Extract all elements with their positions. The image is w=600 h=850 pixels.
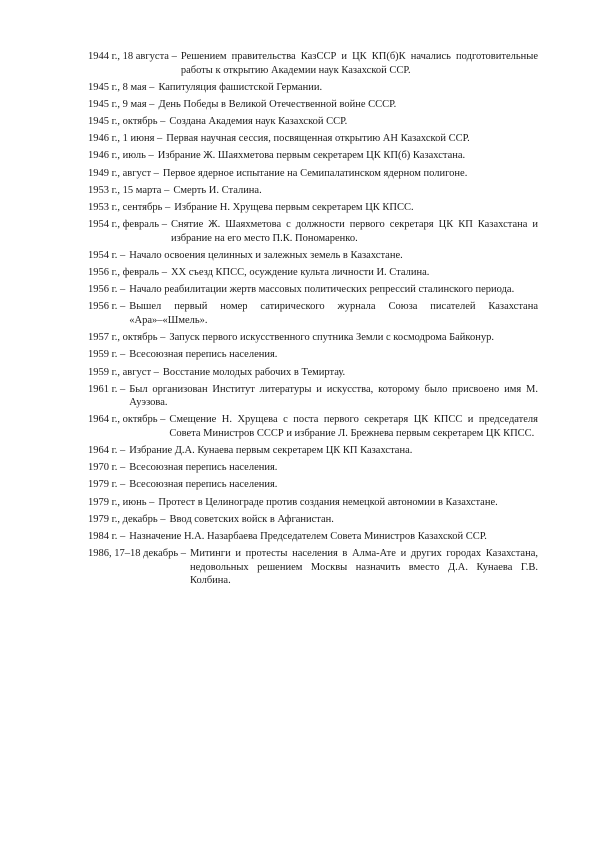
chronology-entry [88, 184, 538, 198]
entry-text: XX съезд КПСС, осуждение культа личности И. Сталина. [170, 267, 430, 279]
entry-text: Начало реабилитации жертв массовых политических репрессий сталинского периода. [129, 284, 515, 296]
chronology-entry [88, 201, 538, 215]
chronology-page [88, 50, 538, 591]
chronology-entry [88, 530, 538, 544]
entry-date: 1946 г., июль – [88, 150, 154, 162]
entry-text: Всесоюзная перепись населения. [129, 479, 278, 491]
entry-date: 1945 г., 9 мая – [88, 98, 155, 110]
chronology-entry [88, 461, 538, 475]
entry-date: 1970 г. – [88, 462, 126, 474]
entry-date: 1946 г., 1 июня – [88, 133, 163, 145]
entry-text: Всесоюзная перепись населения. [129, 462, 278, 474]
entry-date: 1953 г., сентябрь – [88, 202, 171, 213]
entry-date: 1954 г. – [88, 249, 126, 261]
chronology-entry [88, 167, 538, 181]
chronology-entry [88, 115, 538, 129]
chronology-entry [88, 366, 538, 380]
entry-text: Избрание Ж. Шаяхметова первым секретарем ЦК КП(б) Казахстана. [157, 150, 466, 162]
chronology-entry [88, 300, 538, 327]
chronology-entry [88, 348, 538, 362]
entry-text: Создана Академия наук Казахской ССР. [169, 116, 348, 128]
entry-date: 1956 г. – [88, 284, 126, 296]
entry-text: Начало освоения целинных и залежных земель в Казахстане. [129, 249, 403, 261]
entry-date: 1964 г. – [88, 445, 126, 457]
entry-date: 1961 г. – [88, 383, 126, 395]
entry-text: Назначение Н.А. Назарбаева Председателем Совета Министров Казахской ССР. [129, 531, 487, 542]
entry-text: Решением правительства КазССР и ЦК КП(б)К начались подготовительные работы к открытию Академии наук Казахской ССР. [180, 51, 538, 76]
entry-text: Капитуляция фашистской Германии. [158, 81, 323, 93]
entry-date: 1979 г., июнь – [88, 496, 155, 508]
chronology-entry [88, 331, 538, 345]
chronology-entry [88, 149, 538, 163]
entry-text: Запуск первого искусственного спутника Земли с космодрома Байконур. [169, 332, 494, 344]
entry-date: 1979 г., декабрь – [88, 513, 166, 525]
entry-date: 1949 г., август – [88, 167, 159, 179]
chronology-entry [88, 218, 538, 245]
entry-text: Снятие Ж. Шаяхметова с должности первого секретаря ЦК КП Казахстана и избрание на его место П.К. Пономаренко. [170, 219, 538, 244]
entry-date: 1954 г., февраль – [88, 219, 167, 231]
chronology-entry [88, 444, 538, 458]
entry-date: 1945 г., октябрь – [88, 116, 166, 128]
entry-text: Митинги и протесты населения в Алма-Ате и других городах Казахстана, недовольных решением Москвы назначить вместо Д.А. Кунаева Г.В. Колбина. [190, 548, 538, 587]
entry-date: 1986, 17–18 декабрь – [88, 548, 186, 560]
chronology-entry [88, 98, 538, 112]
chronology-entry [88, 478, 538, 492]
entry-text: Избрание Д.А. Кунаева первым секретарем ЦК КП Казахстана. [129, 445, 413, 457]
entry-date: 1979 г. – [88, 479, 126, 491]
entry-text: День Победы в Великой Отечественной войне СССР. [158, 98, 397, 110]
entry-date: 1957 г., октябрь – [88, 332, 166, 344]
entry-text: Протест в Целинограде против создания немецкой автономии в Казахстане. [158, 496, 498, 508]
entry-date: 1959 г., август – [88, 366, 159, 378]
chronology-entry [88, 81, 538, 95]
entry-date: 1984 г. – [88, 531, 126, 542]
entry-date: 1956 г. – [88, 301, 126, 313]
entry-text: Смерть И. Сталина. [173, 184, 262, 196]
chronology-entry [88, 383, 538, 410]
entry-text: Всесоюзная перепись населения. [129, 349, 278, 361]
entry-text: Восстание молодых рабочих в Темиртау. [162, 366, 346, 378]
chronology-entry [88, 249, 538, 263]
chronology-entry [88, 266, 538, 280]
entry-text: Ввод советских войск в Афганистан. [169, 513, 334, 525]
chronology-entry [88, 496, 538, 510]
entry-text: Первая научная сессия, посвященная открытию АН Казахской ССР. [166, 133, 470, 145]
chronology-entry [88, 50, 538, 77]
entry-date: 1956 г., февраль – [88, 267, 167, 279]
entry-date: 1953 г., 15 марта – [88, 184, 170, 196]
chronology-entry [88, 283, 538, 297]
chronology-entry [88, 513, 538, 527]
entry-date: 1944 г., 18 августа – [88, 51, 177, 62]
entry-text: Вышел первый номер сатирического журнала Союза писателей Казахстана «Ара»–«Шмель». [129, 301, 538, 326]
entry-date: 1959 г. – [88, 349, 126, 361]
chronology-entry [88, 413, 538, 440]
entry-text: Был организован Институт литературы и искусства, которому было присвоено имя М. Ауэзова. [129, 383, 538, 409]
chronology-entry [88, 547, 538, 588]
entry-date: 1964 г., октябрь – [88, 414, 166, 426]
entry-date: 1945 г., 8 мая – [88, 81, 155, 93]
entry-text: Избрание Н. Хрущева первым секретарем ЦК КПСС. [174, 202, 414, 213]
chronology-entry [88, 132, 538, 146]
entry-text: Смещение Н. Хрущева с поста первого секретаря ЦК КПСС и председателя Совета Министров СССР и избрание Л. Брежнева первым секретарем ЦК КПСС. [169, 414, 538, 439]
entry-text: Первое ядерное испытание на Семипалатинском ядерном полигоне. [162, 167, 468, 179]
